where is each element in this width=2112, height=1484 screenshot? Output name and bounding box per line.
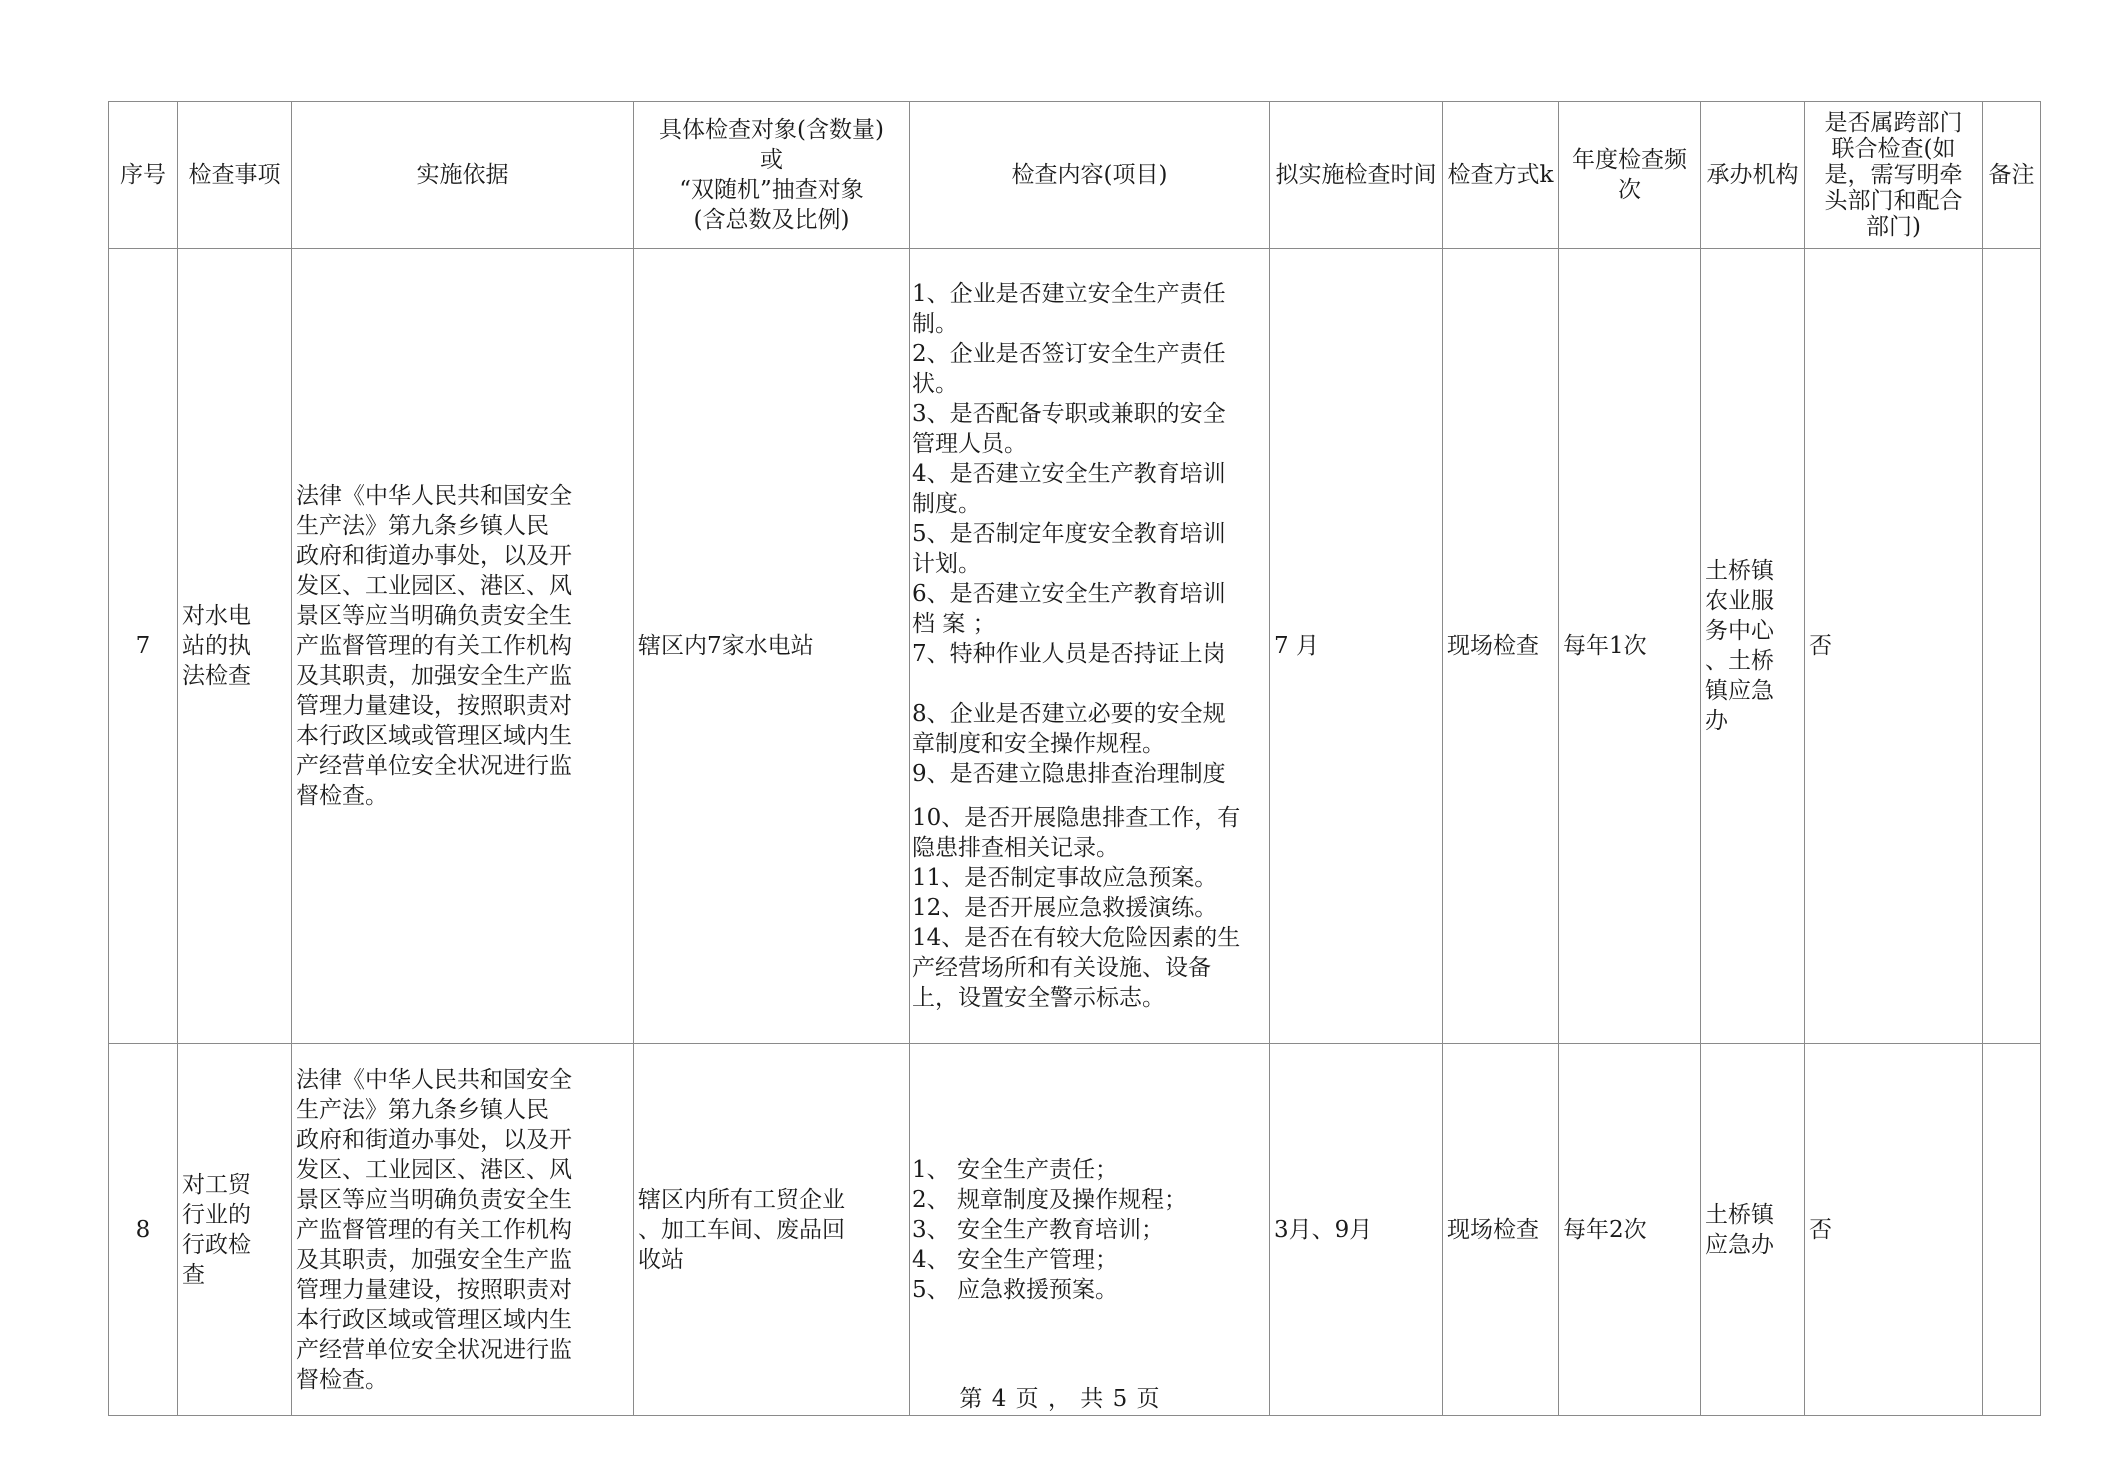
row-item: 对工贸 行业的 行政检 查	[178, 1044, 292, 1416]
content-item: 4、 安全生产管理；	[912, 1246, 1118, 1273]
page-number-footer: 第 4 页 ， 共 5 页	[959, 1386, 1161, 1412]
row-basis: 法律《中华人民共和国安全 生产法》第九条乡镇人民 政府和街道办事处，以及开 发区、工业园区、港区、风 景区等应当明确负责安全生 产监督管理的有关工作机构 及其职责，加强安全生产监 管理力量建设，按照职责对 本行政区域或管理区域内生 产经营单位安全状况进行监 督检查。	[292, 249, 634, 1044]
row-target: 辖区内7家水电站	[634, 249, 910, 1044]
content-item: 1、 安全生产责任；	[912, 1156, 1118, 1183]
header-frequency: 年度检查频次	[1559, 102, 1701, 249]
content-item: 3、是否配备专职或兼职的安全 管理人员。	[912, 401, 1226, 457]
content-item: 2、 规章制度及操作规程；	[912, 1186, 1187, 1213]
content-item: 12、是否开展应急救援演练。	[912, 895, 1218, 921]
content-item: 14、是否在有较大危险因素的生 产经营场所和有关设施、设备 上，设置安全警示标志。	[912, 925, 1241, 1011]
row-remark	[1983, 1044, 2041, 1416]
inspection-plan-table	[108, 101, 2041, 1416]
content-item: 11、是否制定事故应急预案。	[912, 865, 1218, 891]
content-spacer	[912, 789, 1265, 803]
row-time: 7 月	[1270, 249, 1443, 1044]
content-item: 6、是否建立安全生产教育培训 档 案 ；	[912, 581, 1226, 637]
row-organization: 土桥镇 农业服 务中心 、土桥 镇应急 办	[1701, 249, 1805, 1044]
content-item: 4、是否建立安全生产教育培训 制度。	[912, 461, 1226, 517]
row-joint-inspection: 否	[1805, 1044, 1983, 1416]
row-target: 辖区内所有工贸企业 、加工车间、废品回 收站	[634, 1044, 910, 1416]
row-frequency: 每年2次	[1559, 1044, 1701, 1416]
table-header-row	[109, 102, 2041, 249]
content-item: 5、 应急救援预案。	[912, 1276, 1118, 1303]
row-method: 现场检查	[1443, 1044, 1559, 1416]
row-organization: 土桥镇 应急办	[1701, 1044, 1805, 1416]
row-remark	[1983, 249, 2041, 1044]
header-content: 检查内容(项目)	[910, 102, 1270, 249]
row-content	[910, 249, 1270, 1044]
header-organization: 承办机构	[1701, 102, 1805, 249]
table-row	[109, 249, 2041, 1044]
content-item: 1、企业是否建立安全生产责任 制。	[912, 281, 1226, 337]
row-time: 3月、9月	[1270, 1044, 1443, 1416]
row-content	[910, 1044, 1270, 1416]
content-item: 9、是否建立隐患排查治理制度	[912, 761, 1226, 787]
content-item: 3、 安全生产教育培训；	[912, 1216, 1164, 1243]
content-spacer	[912, 669, 1265, 699]
content-item: 8、企业是否建立必要的安全规 章制度和安全操作规程。	[912, 701, 1226, 757]
header-target: 具体检查对象(含数量) 或 “双随机”抽查对象 (含总数及比例)	[634, 102, 910, 249]
row-frequency: 每年1次	[1559, 249, 1701, 1044]
header-joint-inspection: 是否属跨部门 联合检查(如 是，需写明牵 头部门和配合 部门)	[1805, 102, 1983, 249]
header-time: 拟实施检查时间	[1270, 102, 1443, 249]
header-method: 检查方式k	[1443, 102, 1559, 249]
header-seq: 序号	[109, 102, 178, 249]
row-method: 现场检查	[1443, 249, 1559, 1044]
header-remark: 备注	[1983, 102, 2041, 249]
row-item: 对水电 站的执 法检查	[178, 249, 292, 1044]
row-basis: 法律《中华人民共和国安全 生产法》第九条乡镇人民 政府和街道办事处，以及开 发区、工业园区、港区、风 景区等应当明确负责安全生 产监督管理的有关工作机构 及其职责，加强安全生产监 管理力量建设，按照职责对 本行政区域或管理区域内生 产经营单位安全状况进行监 督检查。	[292, 1044, 634, 1416]
row-joint-inspection: 否	[1805, 249, 1983, 1044]
header-basis: 实施依据	[292, 102, 634, 249]
table-row	[109, 1044, 2041, 1416]
header-item: 检查事项	[178, 102, 292, 249]
content-item: 2、企业是否签订安全生产责任 状。	[912, 341, 1226, 397]
row-seq: 7	[109, 249, 178, 1044]
content-item: 7、特种作业人员是否持证上岗	[912, 641, 1226, 667]
row-seq: 8	[109, 1044, 178, 1416]
content-item: 10、是否开展隐患排查工作，有 隐患排查相关记录。	[912, 805, 1241, 861]
content-item: 5、是否制定年度安全教育培训 计划。	[912, 521, 1226, 577]
